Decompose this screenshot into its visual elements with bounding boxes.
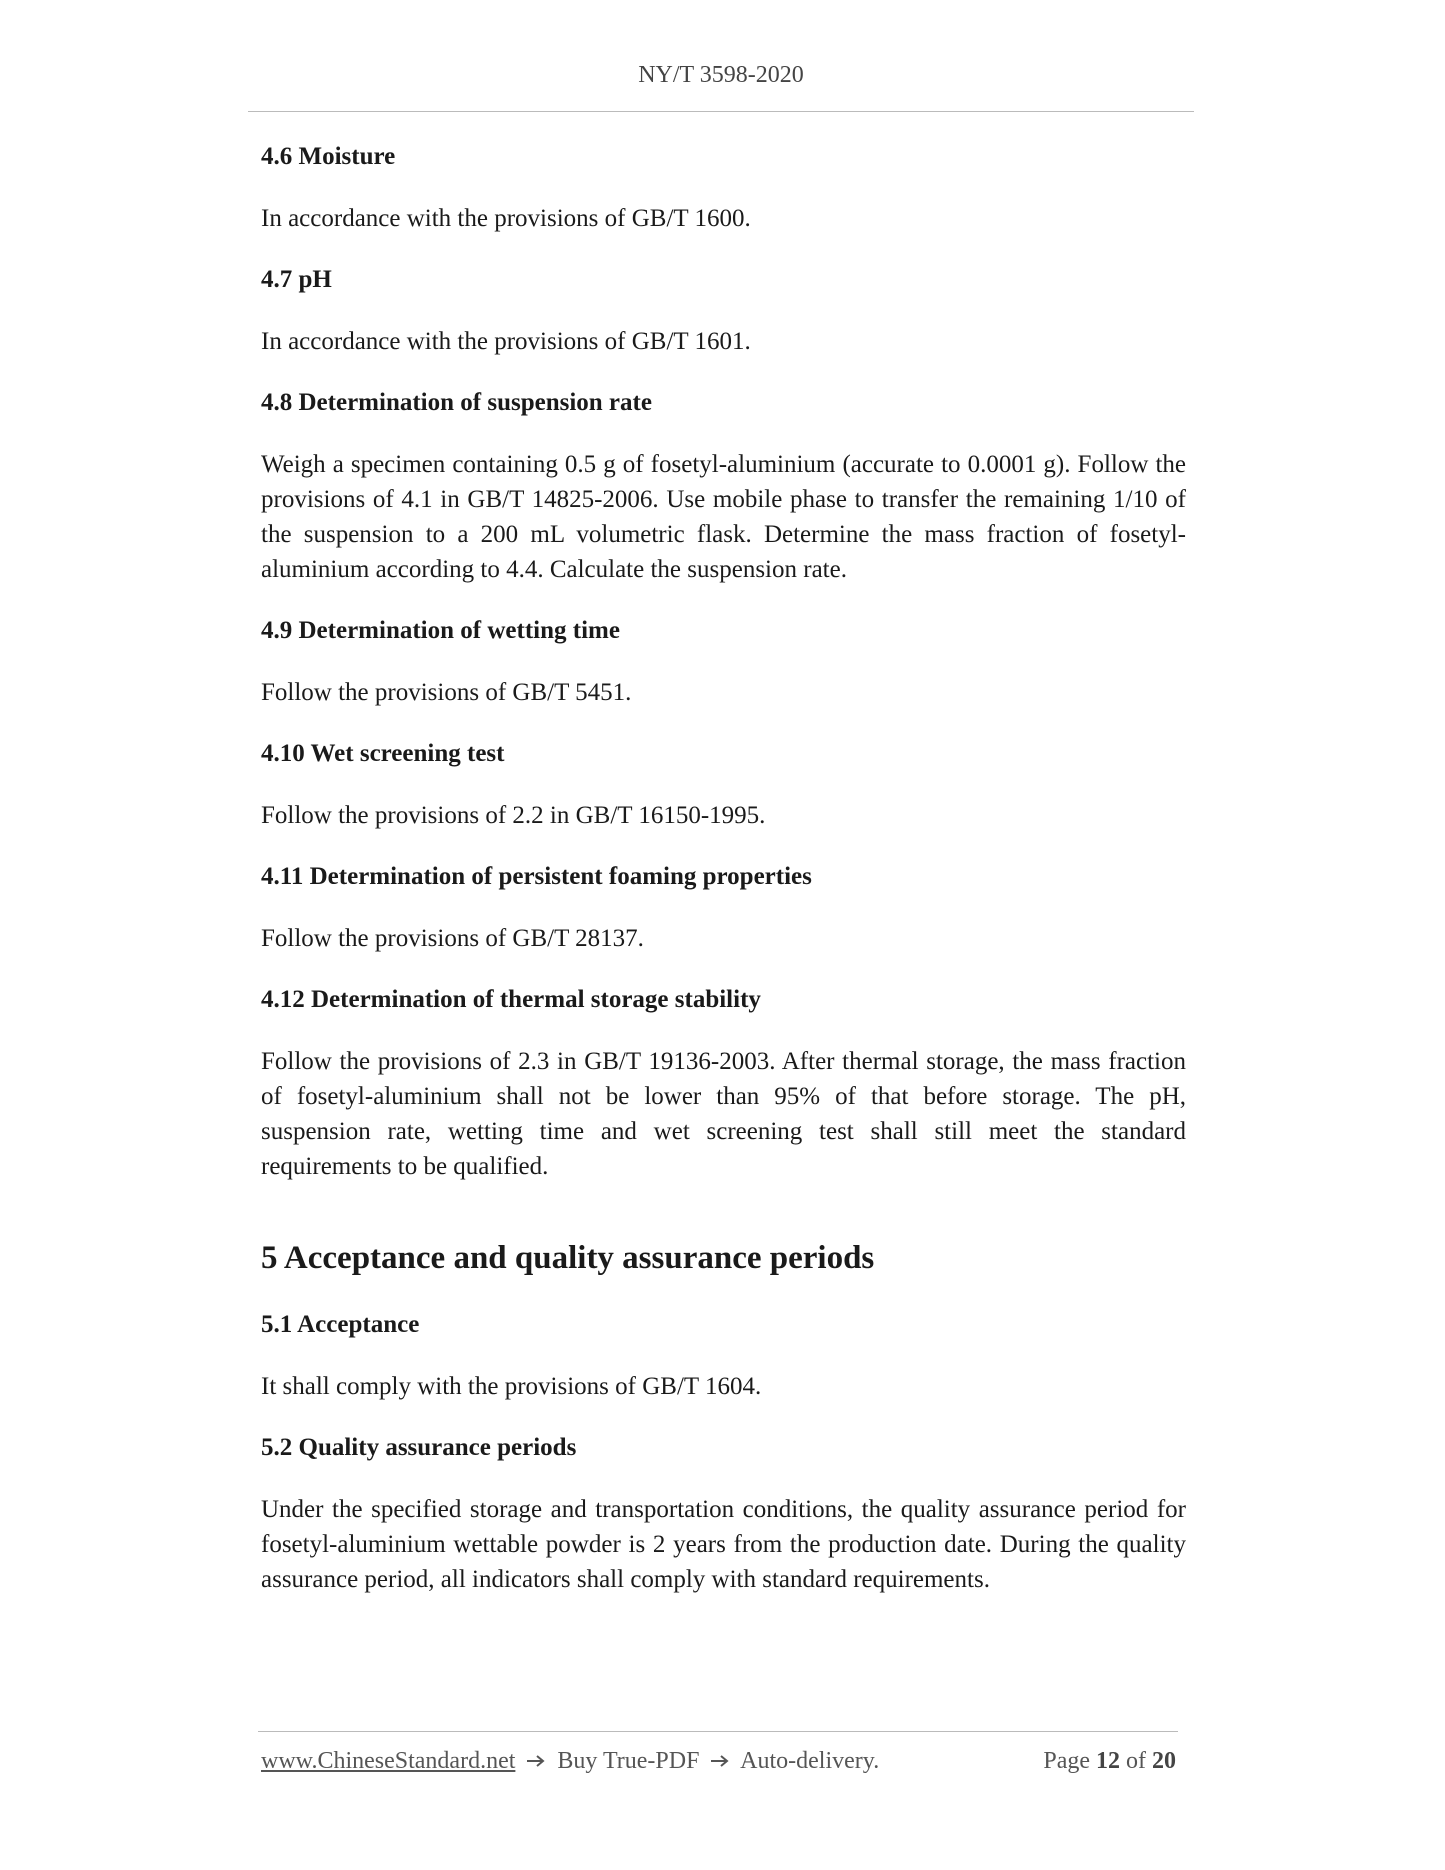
section-5-2-heading: 5.2 Quality assurance periods (261, 1434, 577, 1461)
section-5-1-heading: 5.1 Acceptance (261, 1311, 420, 1338)
arrow-right-icon (709, 1753, 731, 1769)
section-5-2-body: Under the specified storage and transportation conditions, the quality assurance period for fosetyl-aluminium wettable powder is 2 years from the production date. During the quality assurance period, all indicators shall comply with standard requirements. (261, 1496, 1186, 1593)
section-4-11-body: Follow the provisions of GB/T 28137. (261, 925, 644, 952)
section-4-12-body: Follow the provisions of 2.3 in GB/T 19136-2003. After thermal storage, the mass fraction of fosetyl-aluminium shall not be lower than 95% of that before storage. The pH, suspension rate, wetting time and wet screening test shall still meet the standard requirements to be qualified. (261, 1048, 1186, 1180)
page-content (261, 140, 1186, 1624)
section-4-6-body: In accordance with the provisions of GB/T 1600. (261, 205, 751, 232)
auto-delivery-text: Auto-delivery. (740, 1748, 880, 1774)
of-label: of (1126, 1748, 1146, 1774)
section-4-10-body: Follow the provisions of 2.2 in GB/T 16150-1995. (261, 802, 766, 829)
document-id-header: NY/T 3598-2020 (638, 62, 804, 88)
chapter-5-title: 5 Acceptance and quality assurance periods (261, 1240, 875, 1276)
section-4-11-heading: 4.11 Determination of persistent foaming properties (261, 863, 812, 890)
footer-divider (258, 1731, 1178, 1732)
section-4-9-heading: 4.9 Determination of wetting time (261, 617, 620, 644)
page-indicator (1043, 1748, 1176, 1775)
section-4-9-body: Follow the provisions of GB/T 5451. (261, 679, 632, 706)
section-4-7-body: In accordance with the provisions of GB/T 1601. (261, 328, 751, 355)
section-4-10-heading: 4.10 Wet screening test (261, 740, 505, 767)
page-label: Page (1043, 1748, 1090, 1774)
header-divider (248, 111, 1194, 112)
section-5-1-body: It shall comply with the provisions of GB/T 1604. (261, 1373, 762, 1400)
site-link[interactable]: www.ChineseStandard.net (261, 1748, 516, 1774)
footer-promo (261, 1748, 879, 1775)
section-4-6-heading: 4.6 Moisture (261, 143, 396, 170)
arrow-right-icon (525, 1753, 547, 1769)
section-4-8-heading: 4.8 Determination of suspension rate (261, 389, 652, 416)
section-4-12-heading: 4.12 Determination of thermal storage stability (261, 986, 761, 1013)
buy-pdf-text: Buy True-PDF (557, 1748, 700, 1774)
section-4-7-heading: 4.7 pH (261, 266, 332, 293)
page-total: 20 (1152, 1748, 1176, 1774)
page-current: 12 (1096, 1748, 1120, 1774)
section-4-8-body: Weigh a specimen containing 0.5 g of fosetyl-aluminium (accurate to 0.0001 g). Follow the provisions of 4.1 in GB/T 14825-2006. Use mobile phase to transfer the remaining 1/10 of the suspension to a 200 mL volumetric flask. Determine the mass fraction of fosetyl-aluminium according to 4.4. Calculate the suspension rate. (261, 451, 1186, 583)
page-footer (261, 1748, 1176, 1780)
